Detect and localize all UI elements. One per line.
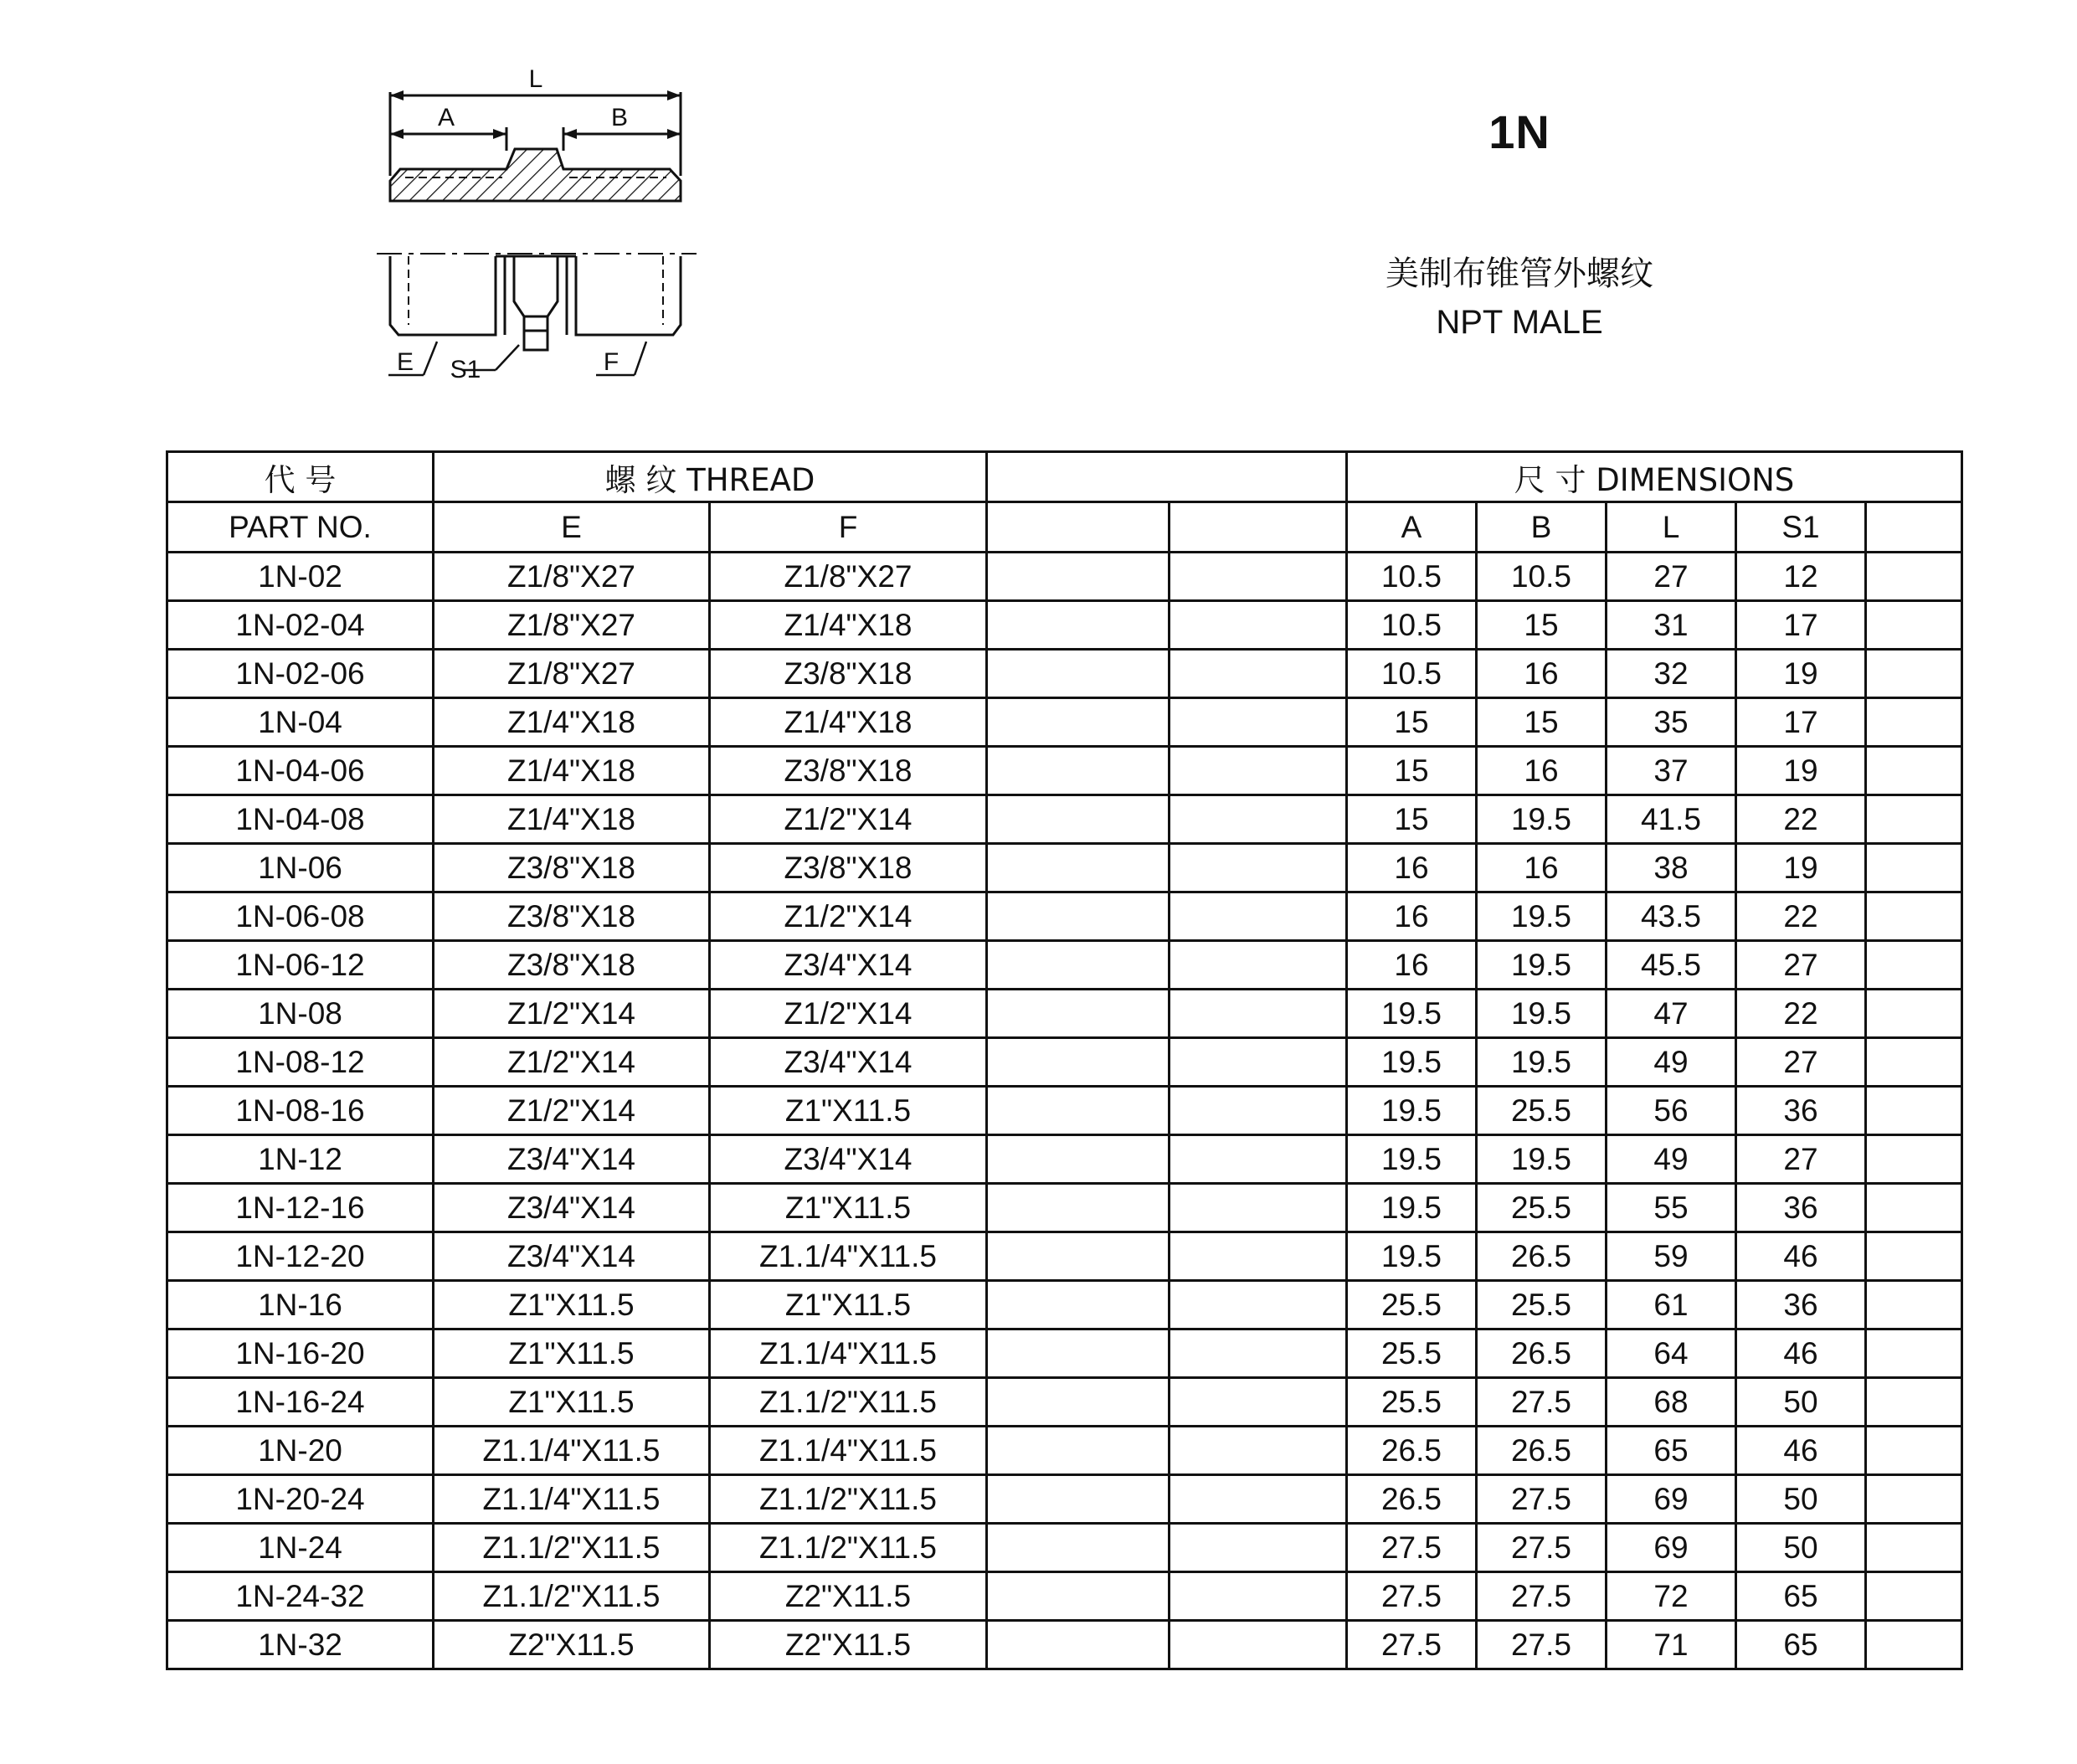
thread-e-cell: Z3/8"X18 bbox=[434, 892, 710, 941]
blank-cell bbox=[1866, 1621, 1962, 1669]
dim-l-cell: 31 bbox=[1607, 601, 1736, 650]
column-header-a: A bbox=[1347, 502, 1477, 553]
dim-a-cell: 26.5 bbox=[1347, 1427, 1477, 1475]
blank-cell bbox=[987, 844, 1170, 892]
blank-cell bbox=[987, 1038, 1170, 1087]
part-no-cell: 1N-08-12 bbox=[167, 1038, 434, 1087]
blank-cell bbox=[1866, 1329, 1962, 1378]
dim-b-cell: 15 bbox=[1477, 698, 1607, 747]
dim-l-cell: 27 bbox=[1607, 553, 1736, 601]
blank-cell bbox=[1866, 1524, 1962, 1572]
blank-cell bbox=[1866, 1427, 1962, 1475]
thread-e-cell: Z1/2"X14 bbox=[434, 1038, 710, 1087]
thread-f-cell: Z1.1/4"X11.5 bbox=[710, 1329, 987, 1378]
dim-a-cell: 15 bbox=[1347, 698, 1477, 747]
dim-l-cell: 43.5 bbox=[1607, 892, 1736, 941]
blank-cell bbox=[1866, 990, 1962, 1038]
thread-e-cell: Z1/2"X14 bbox=[434, 990, 710, 1038]
dim-a-cell: 27.5 bbox=[1347, 1524, 1477, 1572]
dim-l-cell: 64 bbox=[1607, 1329, 1736, 1378]
blank-cell bbox=[1170, 1232, 1347, 1281]
part-no-cell: 1N-06-12 bbox=[167, 941, 434, 990]
part-no-cell: 1N-02-06 bbox=[167, 650, 434, 698]
dim-s1-cell: 36 bbox=[1736, 1087, 1866, 1135]
dim-b-cell: 25.5 bbox=[1477, 1087, 1607, 1135]
dim-s1-cell: 46 bbox=[1736, 1427, 1866, 1475]
table-row bbox=[167, 1378, 1962, 1427]
table-row bbox=[167, 650, 1962, 698]
label-B: B bbox=[610, 104, 629, 131]
dim-s1-cell: 50 bbox=[1736, 1524, 1866, 1572]
blank-cell bbox=[1866, 1281, 1962, 1329]
dim-l-cell: 59 bbox=[1607, 1232, 1736, 1281]
blank-cell bbox=[1866, 650, 1962, 698]
table-row bbox=[167, 1087, 1962, 1135]
thread-e-cell: Z1.1/4"X11.5 bbox=[434, 1427, 710, 1475]
blank-cell bbox=[1866, 795, 1962, 844]
part-no-cell: 1N-16-20 bbox=[167, 1329, 434, 1378]
thread-e-cell: Z1"X11.5 bbox=[434, 1329, 710, 1378]
thread-e-cell: Z1/4"X18 bbox=[434, 698, 710, 747]
part-no-cell: 1N-04-08 bbox=[167, 795, 434, 844]
subtitle-chinese: 美制布锥管外螺纹 bbox=[1386, 255, 1653, 293]
thread-f-cell: Z2"X11.5 bbox=[710, 1621, 987, 1669]
thread-e-cell: Z2"X11.5 bbox=[434, 1621, 710, 1669]
thread-f-cell: Z1/4"X18 bbox=[710, 601, 987, 650]
dim-a-cell: 19.5 bbox=[1347, 1184, 1477, 1232]
thread-f-cell: Z1/4"X18 bbox=[710, 698, 987, 747]
blank-cell bbox=[1170, 1087, 1347, 1135]
thread-f-cell: Z1"X11.5 bbox=[710, 1281, 987, 1329]
thread-f-cell: Z1/2"X14 bbox=[710, 990, 987, 1038]
thread-e-cell: Z3/4"X14 bbox=[434, 1135, 710, 1184]
blank-cell bbox=[987, 1329, 1170, 1378]
part-no-cell: 1N-02 bbox=[167, 553, 434, 601]
thread-f-cell: Z1/2"X14 bbox=[710, 892, 987, 941]
blank-header-1 bbox=[987, 502, 1170, 553]
blank-cell bbox=[1170, 1038, 1347, 1087]
blank-cell bbox=[1170, 747, 1347, 795]
blank-cell bbox=[987, 601, 1170, 650]
dim-s1-cell: 27 bbox=[1736, 1135, 1866, 1184]
table-row bbox=[167, 698, 1962, 747]
dim-s1-cell: 12 bbox=[1736, 553, 1866, 601]
dim-b-cell: 27.5 bbox=[1477, 1475, 1607, 1524]
dim-b-cell: 25.5 bbox=[1477, 1281, 1607, 1329]
dim-s1-cell: 22 bbox=[1736, 990, 1866, 1038]
part-no-header-en: PART NO. bbox=[167, 502, 434, 553]
dim-a-cell: 19.5 bbox=[1347, 1087, 1477, 1135]
dim-s1-cell: 19 bbox=[1736, 747, 1866, 795]
dim-b-cell: 16 bbox=[1477, 650, 1607, 698]
thread-e-cell: Z1/2"X14 bbox=[434, 1087, 710, 1135]
thread-e-cell: Z1/8"X27 bbox=[434, 553, 710, 601]
dim-l-cell: 72 bbox=[1607, 1572, 1736, 1621]
part-no-cell: 1N-24-32 bbox=[167, 1572, 434, 1621]
dim-a-cell: 16 bbox=[1347, 892, 1477, 941]
dim-b-cell: 19.5 bbox=[1477, 1038, 1607, 1087]
blank-cell bbox=[1866, 844, 1962, 892]
dimensions-header: 尺 寸 DIMENSIONS bbox=[1347, 452, 1962, 502]
blank-cell bbox=[1866, 941, 1962, 990]
dim-s1-cell: 46 bbox=[1736, 1232, 1866, 1281]
dim-b-cell: 25.5 bbox=[1477, 1184, 1607, 1232]
dim-s1-cell: 36 bbox=[1736, 1281, 1866, 1329]
dim-b-cell: 19.5 bbox=[1477, 941, 1607, 990]
dim-l-cell: 71 bbox=[1607, 1621, 1736, 1669]
thread-e-cell: Z3/8"X18 bbox=[434, 844, 710, 892]
dim-l-cell: 32 bbox=[1607, 650, 1736, 698]
thread-e-cell: Z1"X11.5 bbox=[434, 1378, 710, 1427]
blank-cell bbox=[1170, 990, 1347, 1038]
thread-f-cell: Z3/8"X18 bbox=[710, 844, 987, 892]
dim-l-cell: 56 bbox=[1607, 1087, 1736, 1135]
blank-cell bbox=[1866, 1572, 1962, 1621]
part-no-cell: 1N-08 bbox=[167, 990, 434, 1038]
dim-b-cell: 15 bbox=[1477, 601, 1607, 650]
column-header-f: F bbox=[710, 502, 987, 553]
dim-l-cell: 37 bbox=[1607, 747, 1736, 795]
thread-e-cell: Z3/4"X14 bbox=[434, 1184, 710, 1232]
table-row bbox=[167, 1232, 1962, 1281]
part-no-cell: 1N-16 bbox=[167, 1281, 434, 1329]
dim-a-cell: 15 bbox=[1347, 795, 1477, 844]
blank-cell bbox=[1866, 1378, 1962, 1427]
dim-l-cell: 35 bbox=[1607, 698, 1736, 747]
column-header-e: E bbox=[434, 502, 710, 553]
thread-f-cell: Z1.1/2"X11.5 bbox=[710, 1378, 987, 1427]
dim-b-cell: 27.5 bbox=[1477, 1621, 1607, 1669]
blank-cell bbox=[1170, 1427, 1347, 1475]
dim-s1-cell: 65 bbox=[1736, 1621, 1866, 1669]
dim-a-cell: 10.5 bbox=[1347, 601, 1477, 650]
table-row bbox=[167, 1281, 1962, 1329]
blank-cell bbox=[1170, 844, 1347, 892]
thread-e-cell: Z1.1/2"X11.5 bbox=[434, 1524, 710, 1572]
part-no-cell: 1N-06-08 bbox=[167, 892, 434, 941]
label-S1: S1 bbox=[450, 356, 481, 383]
dim-l-cell: 69 bbox=[1607, 1524, 1736, 1572]
blank-cell bbox=[987, 1524, 1170, 1572]
dim-a-cell: 25.5 bbox=[1347, 1329, 1477, 1378]
dim-a-cell: 25.5 bbox=[1347, 1378, 1477, 1427]
dim-a-cell: 16 bbox=[1347, 941, 1477, 990]
thread-f-cell: Z1"X11.5 bbox=[710, 1184, 987, 1232]
dim-s1-cell: 19 bbox=[1736, 650, 1866, 698]
table-row bbox=[167, 1621, 1962, 1669]
table-row bbox=[167, 1184, 1962, 1232]
blank-cell bbox=[987, 1184, 1170, 1232]
part-no-cell: 1N-20 bbox=[167, 1427, 434, 1475]
dim-b-cell: 27.5 bbox=[1477, 1572, 1607, 1621]
thread-e-cell: Z3/4"X14 bbox=[434, 1232, 710, 1281]
dim-a-cell: 19.5 bbox=[1347, 1038, 1477, 1087]
thread-e-cell: Z1/4"X18 bbox=[434, 795, 710, 844]
blank-cell bbox=[987, 941, 1170, 990]
table-row bbox=[167, 1329, 1962, 1378]
table-header-row-1 bbox=[167, 452, 1962, 502]
blank-cell bbox=[1866, 1475, 1962, 1524]
blank-cell bbox=[987, 1232, 1170, 1281]
dim-b-cell: 19.5 bbox=[1477, 795, 1607, 844]
label-L: L bbox=[528, 65, 543, 93]
thread-e-cell: Z1/4"X18 bbox=[434, 747, 710, 795]
blank-cell bbox=[1170, 1281, 1347, 1329]
blank-cell bbox=[987, 1621, 1170, 1669]
table-row bbox=[167, 601, 1962, 650]
dim-l-cell: 65 bbox=[1607, 1427, 1736, 1475]
table-row bbox=[167, 747, 1962, 795]
dim-a-cell: 15 bbox=[1347, 747, 1477, 795]
blank-cell bbox=[1170, 1475, 1347, 1524]
blank-cell bbox=[1170, 892, 1347, 941]
dim-l-cell: 49 bbox=[1607, 1135, 1736, 1184]
dim-s1-cell: 19 bbox=[1736, 844, 1866, 892]
thread-f-cell: Z2"X11.5 bbox=[710, 1572, 987, 1621]
dim-b-cell: 26.5 bbox=[1477, 1232, 1607, 1281]
thread-f-cell: Z1.1/4"X11.5 bbox=[710, 1427, 987, 1475]
blank-cell bbox=[987, 1135, 1170, 1184]
table-row bbox=[167, 941, 1962, 990]
dim-l-cell: 55 bbox=[1607, 1184, 1736, 1232]
part-no-cell: 1N-02-04 bbox=[167, 601, 434, 650]
blank-cell bbox=[1170, 698, 1347, 747]
column-header-l: L bbox=[1607, 502, 1736, 553]
part-no-cell: 1N-12 bbox=[167, 1135, 434, 1184]
dim-a-cell: 19.5 bbox=[1347, 990, 1477, 1038]
blank-cell bbox=[987, 795, 1170, 844]
column-header-b: B bbox=[1477, 502, 1607, 553]
blank-cell bbox=[1866, 892, 1962, 941]
table-row bbox=[167, 553, 1962, 601]
dim-a-cell: 10.5 bbox=[1347, 553, 1477, 601]
blank-cell bbox=[987, 1281, 1170, 1329]
thread-f-cell: Z1"X11.5 bbox=[710, 1087, 987, 1135]
thread-f-cell: Z1.1/4"X11.5 bbox=[710, 1232, 987, 1281]
dim-a-cell: 19.5 bbox=[1347, 1135, 1477, 1184]
thread-f-cell: Z3/4"X14 bbox=[710, 1038, 987, 1087]
table-row bbox=[167, 1475, 1962, 1524]
dim-s1-cell: 27 bbox=[1736, 941, 1866, 990]
dim-s1-cell: 50 bbox=[1736, 1378, 1866, 1427]
dim-a-cell: 10.5 bbox=[1347, 650, 1477, 698]
spec-table bbox=[166, 450, 1963, 1670]
thread-e-cell: Z1/8"X27 bbox=[434, 650, 710, 698]
label-F: F bbox=[603, 348, 620, 376]
table-row bbox=[167, 990, 1962, 1038]
thread-f-cell: Z3/4"X14 bbox=[710, 941, 987, 990]
thread-e-cell: Z1.1/4"X11.5 bbox=[434, 1475, 710, 1524]
blank-cell bbox=[987, 698, 1170, 747]
blank-cell bbox=[987, 990, 1170, 1038]
dim-b-cell: 19.5 bbox=[1477, 990, 1607, 1038]
blank-cell bbox=[1170, 1378, 1347, 1427]
blank-cell bbox=[1170, 1524, 1347, 1572]
table-row bbox=[167, 1524, 1962, 1572]
dim-l-cell: 68 bbox=[1607, 1378, 1736, 1427]
blank-cell bbox=[1170, 650, 1347, 698]
dim-b-cell: 10.5 bbox=[1477, 553, 1607, 601]
part-no-cell: 1N-12-20 bbox=[167, 1232, 434, 1281]
dim-l-cell: 61 bbox=[1607, 1281, 1736, 1329]
blank-cell bbox=[1170, 1135, 1347, 1184]
thread-f-cell: Z1.1/2"X11.5 bbox=[710, 1475, 987, 1524]
dim-s1-cell: 65 bbox=[1736, 1572, 1866, 1621]
dim-a-cell: 27.5 bbox=[1347, 1621, 1477, 1669]
blank-cell bbox=[1866, 1087, 1962, 1135]
dim-b-cell: 27.5 bbox=[1477, 1524, 1607, 1572]
dim-l-cell: 49 bbox=[1607, 1038, 1736, 1087]
table-row bbox=[167, 892, 1962, 941]
dim-a-cell: 16 bbox=[1347, 844, 1477, 892]
table-row bbox=[167, 1038, 1962, 1087]
column-header-s1: S1 bbox=[1736, 502, 1866, 553]
blank-header-3 bbox=[1866, 502, 1962, 553]
dim-a-cell: 26.5 bbox=[1347, 1475, 1477, 1524]
blank-cell bbox=[1866, 601, 1962, 650]
dim-s1-cell: 50 bbox=[1736, 1475, 1866, 1524]
blank-cell bbox=[1170, 601, 1347, 650]
blank-cell bbox=[1866, 747, 1962, 795]
part-no-cell: 1N-12-16 bbox=[167, 1184, 434, 1232]
dim-l-cell: 47 bbox=[1607, 990, 1736, 1038]
dim-s1-cell: 22 bbox=[1736, 795, 1866, 844]
blank-header-2 bbox=[1170, 502, 1347, 553]
table-row bbox=[167, 795, 1962, 844]
dim-b-cell: 16 bbox=[1477, 747, 1607, 795]
table-row bbox=[167, 844, 1962, 892]
blank-cell bbox=[987, 650, 1170, 698]
blank-cell bbox=[1866, 698, 1962, 747]
blank-cell bbox=[1866, 553, 1962, 601]
label-A: A bbox=[437, 104, 455, 131]
thread-e-cell: Z3/8"X18 bbox=[434, 941, 710, 990]
dim-l-cell: 69 bbox=[1607, 1475, 1736, 1524]
blank-cell bbox=[1170, 1184, 1347, 1232]
part-no-cell: 1N-32 bbox=[167, 1621, 434, 1669]
blank-cell bbox=[987, 1475, 1170, 1524]
blank-cell bbox=[987, 1427, 1170, 1475]
dim-a-cell: 19.5 bbox=[1347, 1232, 1477, 1281]
thread-f-cell: Z3/8"X18 bbox=[710, 747, 987, 795]
table-row bbox=[167, 1135, 1962, 1184]
fitting-drawing bbox=[368, 59, 720, 393]
table-row bbox=[167, 1572, 1962, 1621]
part-no-cell: 1N-08-16 bbox=[167, 1087, 434, 1135]
dim-s1-cell: 46 bbox=[1736, 1329, 1866, 1378]
blank-cell bbox=[987, 1572, 1170, 1621]
dim-s1-cell: 27 bbox=[1736, 1038, 1866, 1087]
blank-cell bbox=[1866, 1038, 1962, 1087]
thread-f-cell: Z1.1/2"X11.5 bbox=[710, 1524, 987, 1572]
dim-b-cell: 19.5 bbox=[1477, 892, 1607, 941]
dim-s1-cell: 17 bbox=[1736, 698, 1866, 747]
dim-l-cell: 45.5 bbox=[1607, 941, 1736, 990]
part-no-cell: 1N-16-24 bbox=[167, 1378, 434, 1427]
label-E: E bbox=[396, 348, 414, 376]
dim-b-cell: 16 bbox=[1477, 844, 1607, 892]
thread-f-cell: Z1/2"X14 bbox=[710, 795, 987, 844]
part-no-cell: 1N-04-06 bbox=[167, 747, 434, 795]
blank-cell bbox=[1866, 1184, 1962, 1232]
thread-f-cell: Z1/8"X27 bbox=[710, 553, 987, 601]
part-no-header-cn: 代 号 bbox=[167, 452, 434, 502]
part-no-cell: 1N-20-24 bbox=[167, 1475, 434, 1524]
thread-header: 螺 纹 THREAD bbox=[434, 452, 987, 502]
dim-b-cell: 19.5 bbox=[1477, 1135, 1607, 1184]
blank-cell bbox=[987, 1378, 1170, 1427]
part-no-cell: 1N-06 bbox=[167, 844, 434, 892]
blank-cell bbox=[1866, 1232, 1962, 1281]
dim-a-cell: 27.5 bbox=[1347, 1572, 1477, 1621]
table-row bbox=[167, 1427, 1962, 1475]
thread-f-cell: Z3/8"X18 bbox=[710, 650, 987, 698]
thread-e-cell: Z1"X11.5 bbox=[434, 1281, 710, 1329]
blank-cell bbox=[1170, 941, 1347, 990]
dim-l-cell: 41.5 bbox=[1607, 795, 1736, 844]
page-title: 1N bbox=[1488, 105, 1550, 158]
part-no-cell: 1N-04 bbox=[167, 698, 434, 747]
subtitle-english: NPT MALE bbox=[1436, 304, 1603, 341]
dim-b-cell: 26.5 bbox=[1477, 1329, 1607, 1378]
dim-s1-cell: 22 bbox=[1736, 892, 1866, 941]
thread-e-cell: Z1.1/2"X11.5 bbox=[434, 1572, 710, 1621]
blank-cell bbox=[1170, 1329, 1347, 1378]
table-header-row-2 bbox=[167, 502, 1962, 553]
dim-a-cell: 25.5 bbox=[1347, 1281, 1477, 1329]
blank-group-header bbox=[987, 452, 1347, 502]
thread-e-cell: Z1/8"X27 bbox=[434, 601, 710, 650]
dim-s1-cell: 36 bbox=[1736, 1184, 1866, 1232]
blank-cell bbox=[987, 892, 1170, 941]
blank-cell bbox=[987, 553, 1170, 601]
blank-cell bbox=[987, 747, 1170, 795]
dim-b-cell: 27.5 bbox=[1477, 1378, 1607, 1427]
thread-f-cell: Z3/4"X14 bbox=[710, 1135, 987, 1184]
dim-s1-cell: 17 bbox=[1736, 601, 1866, 650]
blank-cell bbox=[1170, 1621, 1347, 1669]
dim-l-cell: 38 bbox=[1607, 844, 1736, 892]
dim-b-cell: 26.5 bbox=[1477, 1427, 1607, 1475]
blank-cell bbox=[1170, 553, 1347, 601]
blank-cell bbox=[1170, 1572, 1347, 1621]
blank-cell bbox=[1170, 795, 1347, 844]
part-no-cell: 1N-24 bbox=[167, 1524, 434, 1572]
blank-cell bbox=[987, 1087, 1170, 1135]
blank-cell bbox=[1866, 1135, 1962, 1184]
